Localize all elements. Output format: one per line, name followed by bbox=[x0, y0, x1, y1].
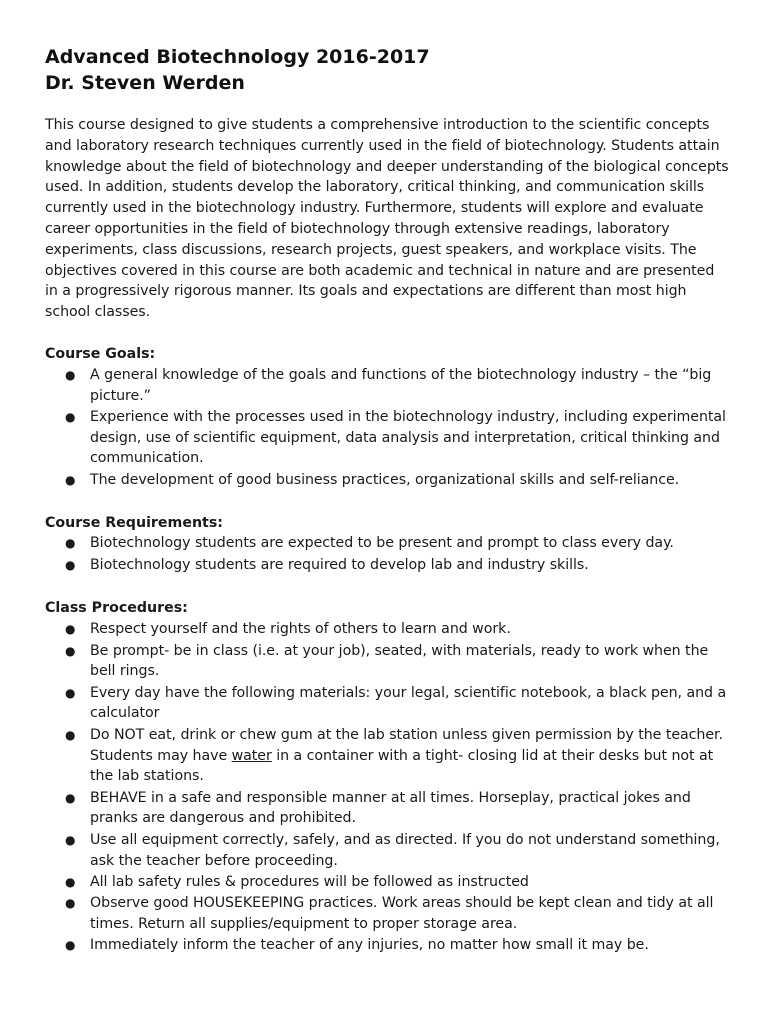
list-item: ● Use all equipment correctly, safely, and as directed. If you do not understand something, ask the teacher before proceeding. bbox=[65, 831, 720, 869]
list-item: ● All lab safety rules & procedures will be followed as instructed bbox=[45, 872, 730, 893]
list-item: ● Immediately inform the teacher of any injuries, no matter how small it may be. bbox=[45, 935, 730, 956]
course-goals-section bbox=[45, 344, 730, 491]
course-goals-list bbox=[45, 365, 730, 491]
bullet-icon: ● bbox=[65, 557, 76, 572]
course-description: This course designed to give students a comprehensive introduction to the scientific concepts and laboratory research techniques currently used in the field of biotechnology. Students attain knowledge about the field of biotechnology and deeper understanding of the biological concepts used. In addition, students develop the laboratory, critical thinking, and communication skills currently used in the biotechnology industry. Furthermore, students will explore and evaluate career opportunities in the field of biotechnology through extensive readings, laboratory experiments, class discussions, research projects, guest speakers, and workplace visits. The objectives covered in this course are both academic and technical in nature and are presented in a progressively rigorous manner. Its goals and expectations are different than most high school classes. bbox=[45, 117, 729, 321]
document-page bbox=[45, 44, 730, 956]
list-item: ● Be prompt- be in class (i.e. at your job), seated, with materials, ready to work when the bell rings. bbox=[65, 642, 709, 680]
bullet-icon: ● bbox=[65, 938, 76, 953]
course-requirements-section bbox=[45, 513, 730, 576]
underlined-word: water bbox=[231, 747, 272, 764]
list-item: ● Do NOT eat, drink or chew gum at the lab station unless given permission by the teacher. Students may have water in a container with a tight- closing lid at their desks but not at the lab stations. bbox=[65, 726, 723, 785]
course-title: Advanced Biotechnology 2016-2017 bbox=[45, 46, 430, 68]
bullet-icon: ● bbox=[65, 622, 76, 637]
list-item: ● Every day have the following materials: your legal, scientific notebook, a black pen, and a calculator bbox=[65, 684, 727, 722]
course-goals-heading: Course Goals: bbox=[45, 345, 156, 362]
list-item: ● Experience with the processes used in the biotechnology industry, including experimental design, use of scientific equipment, data analysis and interpretation, critical thinking and communication. bbox=[65, 408, 726, 467]
bullet-icon: ● bbox=[65, 685, 76, 700]
bullet-icon: ● bbox=[65, 367, 76, 382]
bullet-icon: ● bbox=[65, 832, 76, 847]
list-item: ● Respect yourself and the rights of others to learn and work. bbox=[45, 619, 730, 640]
course-requirements-list bbox=[45, 533, 730, 575]
list-item: ● A general knowledge of the goals and functions of the biotechnology industry – the “big picture.” bbox=[65, 366, 712, 404]
bullet-icon: ● bbox=[65, 409, 76, 424]
list-item: ● Biotechnology students are expected to be present and prompt to class every day. bbox=[45, 533, 730, 554]
bullet-icon: ● bbox=[65, 727, 76, 742]
bullet-icon: ● bbox=[65, 874, 76, 889]
list-item: ● BEHAVE in a safe and responsible manner at all times. Horseplay, practical jokes and pranks are dangerous and prohibited. bbox=[65, 789, 691, 827]
bullet-icon: ● bbox=[65, 643, 76, 658]
bullet-icon: ● bbox=[65, 472, 76, 487]
list-item: ● The development of good business practices, organizational skills and self-reliance. bbox=[45, 470, 730, 491]
document-title bbox=[45, 44, 730, 96]
bullet-icon: ● bbox=[65, 896, 76, 911]
class-procedures-list bbox=[45, 619, 730, 956]
bullet-icon: ● bbox=[65, 790, 76, 805]
course-requirements-heading: Course Requirements: bbox=[45, 514, 223, 531]
list-item: ● Observe good HOUSEKEEPING practices. Work areas should be kept clean and tidy at all times. Return all supplies/equipment to proper storage area. bbox=[65, 895, 714, 932]
class-procedures-section bbox=[45, 598, 730, 956]
class-procedures-heading: Class Procedures: bbox=[45, 600, 188, 617]
list-item: ● Biotechnology students are required to develop lab and industry skills. bbox=[45, 555, 730, 576]
instructor-name: Dr. Steven Werden bbox=[45, 72, 245, 94]
bullet-icon: ● bbox=[65, 536, 76, 551]
